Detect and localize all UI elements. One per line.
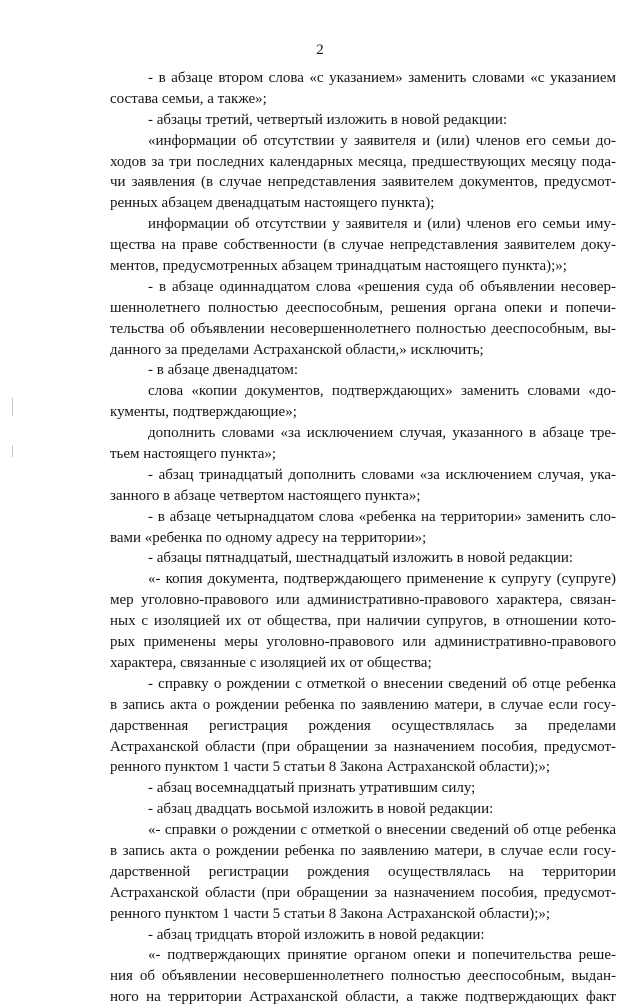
text-line: тельства об объявлении несовершеннолетнего полностью дееспособным, вы- (110, 320, 616, 337)
text-line: «информации об отсутствии у заявителя и (или) членов его семьи до- (148, 132, 616, 149)
text-line: - абзац тринадцатый дополнить словами «за исключением случая, ука- (148, 466, 616, 483)
text-line: щества на праве собственности (в случае непредставления заявителем доку- (110, 237, 616, 254)
text-line: «- копия документа, подтверждающего применение к супругу (супруге) (148, 571, 616, 588)
text-line: - абзацы третий, четвертый изложить в новой редакции: (148, 111, 508, 128)
text-line: - абзац тридцать второй изложить в новой редакции: (148, 926, 485, 943)
text-line: в запись акта о рождении ребенка по заявлению матери, в случае если госу- (110, 696, 616, 713)
text-line: вами «ребенка по одному адресу на территории»; (110, 529, 427, 546)
text-line: - в абзаце втором слова «с указанием» заменить словами «с указанием (148, 70, 616, 86)
text-line: в запись акта о рождении ребенка по заявлению матери, в случае если госу- (110, 842, 616, 859)
text-line: состава семьи, а также»; (110, 90, 267, 107)
text-line: «- подтверждающих принятие органом опеки и попечительства реше- (148, 947, 616, 964)
text-line: дарственная регистрация рождения осуществлялась за пределами (110, 717, 616, 734)
text-line: ментов, предусмотренных абзацем тринадцатым настоящего пункта);»; (110, 258, 567, 275)
text-line: ренного пунктом 1 части 5 статьи 8 Закона Астраханской области);»; (110, 759, 551, 776)
text-line: тьем настоящего пункта»; (110, 446, 277, 463)
text-line: - справку о рождении с отметкой о внесении сведений об отце ребенка (148, 675, 616, 692)
text-line: рых применены меры уголовно-правового или административно-правового (110, 634, 616, 651)
text-line: данного за пределами Астраханской области,» исключить; (110, 341, 484, 358)
text-line: ного на территории Астраханской области, а также подтверждающих факт (110, 989, 616, 1006)
text-line: мер уголовно-правового или административно-правового характера, связан- (110, 592, 616, 609)
scan-margin-mark (12, 445, 13, 457)
text-line: - в абзаце четырнадцатом слова «ребенка на территории» заменить сло- (148, 508, 616, 525)
text-line: слова «копии документов, подтверждающих» заменить словами «до- (148, 383, 616, 400)
text-line: ния об объявлении несовершеннолетнего полностью дееспособным, выдан- (110, 968, 616, 985)
text-line: Астраханской области (при обращении за назначением пособия, предусмот- (110, 738, 616, 755)
text-line: кументы, подтверждающие»; (110, 404, 297, 421)
text-line: - в абзаце одиннадцатом слова «решения суда об объявлении несовер- (148, 278, 616, 295)
text-line: шеннолетнего полностью дееспособным, решения органа опеки и попечи- (110, 299, 616, 316)
text-line: дополнить словами «за исключением случая, указанного в абзаце тре- (148, 425, 616, 442)
text-line: Астраханской области (при обращении за назначением пособия, предусмот- (110, 884, 616, 901)
text-line: - абзац восемнадцатый признать утратившим силу; (148, 780, 476, 797)
text-line: чи заявления (в случае непредставления заявителем документов, предусмот- (110, 174, 616, 191)
text-line: ных с изоляцией их от общества, при наличии супругов, в отношении кото- (110, 613, 616, 630)
text-line: занного в абзаце четвертом настоящего пункта»; (110, 487, 421, 504)
text-line: дарственной регистрации рождения осуществлялась на территории (110, 863, 616, 880)
text-line: ренных абзацем двенадцатым настоящего пункта); (110, 195, 435, 212)
text-line: информации об отсутствии у заявителя и (или) членов его семьи иму- (148, 216, 616, 233)
text-line: характера, связанные с изоляцией их от общества; (110, 654, 432, 671)
text-line: ренного пунктом 1 части 5 статьи 8 Закона Астраханской области);»; (110, 905, 551, 922)
document-body (110, 68, 616, 1008)
text-line: ходов за три последних календарных месяца, предшествующих месяцу пода- (110, 153, 616, 170)
text-line: - в абзаце двенадцатом: (148, 362, 299, 379)
text-line: - абзацы пятнадцатый, шестнадцатый изложить в новой редакции: (148, 550, 574, 567)
page-number: 2 (316, 42, 324, 58)
text-line: «- справки о рождении с отметкой о внесении сведений об отце ребенка (148, 822, 616, 839)
scan-margin-mark (12, 398, 13, 416)
text-line: - абзац двадцать восьмой изложить в новой редакции: (148, 801, 494, 818)
